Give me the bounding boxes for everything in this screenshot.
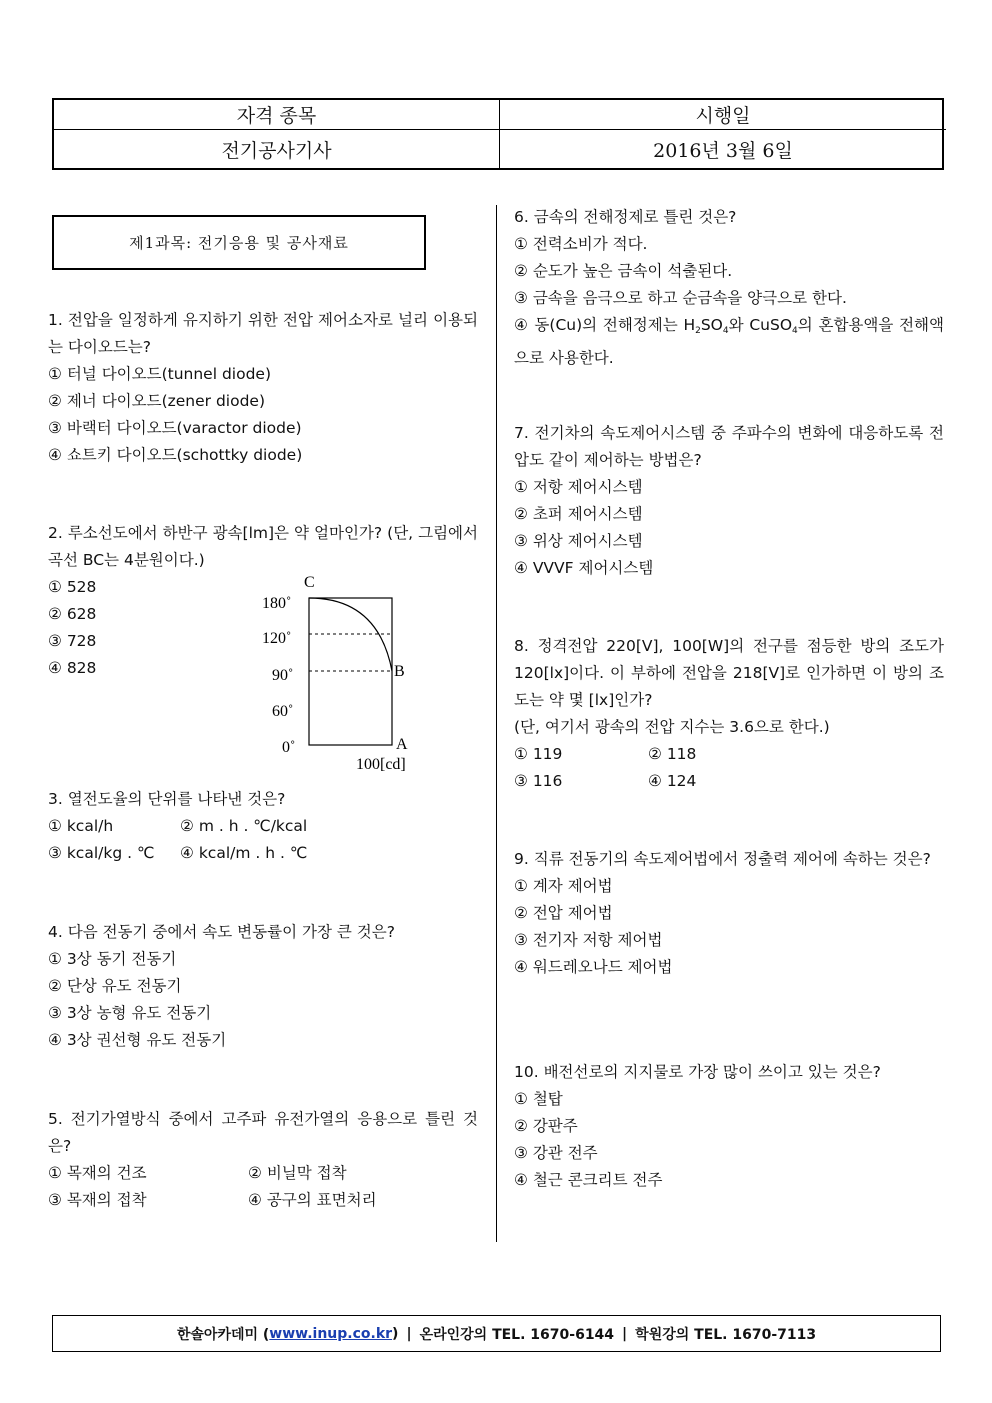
question-stem: 5. 전기가열방식 중에서 고주파 유전가열의 응용으로 틀린 것은? — [48, 1110, 478, 1155]
question-4 — [48, 919, 478, 1054]
header-col1-value: 전기공사기사 — [54, 130, 500, 168]
question-stem: 1. 전압을 일정하게 유지하기 위한 전압 제어소자로 널리 이용되는 다이오드는? — [48, 311, 478, 356]
option: ① 철탑 — [514, 1090, 563, 1108]
header-table — [52, 98, 944, 170]
option: ③ 위상 제어시스템 — [514, 532, 643, 550]
x-label: 100[cd] — [356, 756, 406, 773]
option: ① 전력소비가 적다. — [514, 235, 648, 253]
label-a: A — [396, 736, 408, 753]
option: ③ 목재의 접착 — [48, 1191, 147, 1209]
question-5 — [48, 1106, 478, 1214]
option: ② 비닐막 접착 — [248, 1164, 347, 1182]
column-divider — [496, 205, 497, 1242]
option: ③ 3상 농형 유도 전동기 — [48, 1004, 212, 1022]
option: ④ 3상 권선형 유도 전동기 — [48, 1031, 227, 1049]
footer-url-link[interactable]: www.inup.co.kr — [269, 1325, 393, 1342]
question-1 — [48, 307, 478, 469]
footer-close: ) — [392, 1325, 399, 1342]
option: ③ 전기자 저항 제어법 — [514, 931, 663, 949]
option: ③ 116 — [514, 772, 563, 790]
tick-60: 60˚ — [272, 703, 294, 720]
option: ② 118 — [648, 745, 697, 763]
option: ④ kcal/m . h . ℃ — [180, 844, 308, 862]
question-stem: 3. 열전도율의 단위를 나타낸 것은? — [48, 790, 286, 808]
footer-online: 온라인강의 TEL. 1670-6144 — [419, 1326, 615, 1343]
option: ① 528 — [48, 578, 97, 596]
footer-separator: | — [406, 1325, 412, 1342]
header-col2-label: 시행일 — [500, 100, 946, 130]
option: ② m . h . ℃/kcal — [180, 817, 308, 835]
option: ④ 124 — [648, 772, 697, 790]
tick-90: 90˚ — [272, 667, 294, 684]
option: ② 강판주 — [514, 1117, 578, 1135]
footer-separator: | — [622, 1325, 628, 1342]
question-9 — [514, 846, 944, 981]
footer-offline: 학원강의 TEL. 1670-7113 — [635, 1326, 817, 1343]
option: ③ 금속을 음극으로 하고 순금속을 양극으로 한다. — [514, 289, 847, 307]
tick-180: 180˚ — [262, 595, 292, 612]
option: ① 계자 제어법 — [514, 877, 613, 895]
question-10 — [514, 1059, 944, 1194]
option: ① kcal/h — [48, 817, 114, 835]
option: ④ 동(Cu)의 전해정제는 $H_2SO_4$와 CuSO$_4$의 혼합용액을 전해액으로 사용한다. — [514, 316, 944, 367]
option: ② 단상 유도 전동기 — [48, 977, 182, 995]
header-col2-value: 2016년 3월 6일 — [653, 139, 793, 162]
question-stem: 8. 정격전압 220[V], 100[W]의 전구를 점등한 방의 조도가 120[lx]이다. 이 부하에 전압을 218[V]로 인가하면 이 방의 조도는 약 몇 [lx]인가? — [514, 637, 944, 709]
question-stem: 10. 배전선로의 지지물로 가장 많이 쓰이고 있는 것은? — [514, 1063, 881, 1081]
subject-title: 제1과목: 전기응용 및 공사재료 — [52, 215, 426, 270]
option: ④ 828 — [48, 659, 97, 677]
option: ② 순도가 높은 금속이 석출된다. — [514, 262, 733, 280]
question-stem: 6. 금속의 전해정제로 틀린 것은? — [514, 208, 737, 226]
question-stem: 2. 루소선도에서 하반구 광속[lm]은 약 얼마인가? (단, 그림에서 곡선 BC는 4분원이다.) — [48, 524, 478, 569]
option: ② 초퍼 제어시스템 — [514, 505, 643, 523]
option: ② 전압 제어법 — [514, 904, 613, 922]
option: ② 제너 다이오드(zener diode) — [48, 392, 266, 410]
option: ③ 강관 전주 — [514, 1144, 598, 1162]
option: ③ 바랙터 다이오드(varactor diode) — [48, 419, 302, 437]
tick-0: 0˚ — [282, 739, 296, 756]
question-7 — [514, 420, 944, 582]
question-8 — [514, 633, 944, 795]
option: ① 목재의 건조 — [48, 1164, 147, 1182]
question-note: (단, 여기서 광속의 전압 지수는 3.6으로 한다.) — [514, 718, 830, 736]
option: ① 3상 동기 전동기 — [48, 950, 177, 968]
question-stem: 7. 전기차의 속도제어시스템 중 주파수의 변화에 대응하도록 전압도 같이 제어하는 방법은? — [514, 424, 944, 469]
tick-120: 120˚ — [262, 630, 292, 647]
question-stem: 9. 직류 전동기의 속도제어법에서 정출력 제어에 속하는 것은? — [514, 850, 931, 868]
question-6 — [514, 204, 944, 372]
option: ① 저항 제어시스템 — [514, 478, 643, 496]
footer — [52, 1315, 941, 1352]
footer-academy: 한솔아카데미 ( — [176, 1326, 270, 1343]
option: ② 628 — [48, 605, 97, 623]
question-stem: 4. 다음 전동기 중에서 속도 변동률이 가장 큰 것은? — [48, 923, 395, 941]
option: ④ 쇼트키 다이오드(schottky diode) — [48, 446, 303, 464]
option: ④ 철근 콘크리트 전주 — [514, 1171, 663, 1189]
option: ① 119 — [514, 745, 563, 763]
label-c: C — [304, 574, 315, 591]
option: ③ kcal/kg . ℃ — [48, 844, 155, 862]
label-b: B — [394, 663, 405, 680]
option: ④ 공구의 표면처리 — [248, 1191, 377, 1209]
header-col1-label: 자격 종목 — [54, 100, 500, 130]
option: ④ 워드레오나드 제어법 — [514, 958, 673, 976]
rousseau-diagram — [258, 573, 438, 778]
option: ① 터널 다이오드(tunnel diode) — [48, 365, 272, 383]
option: ④ VVVF 제어시스템 — [514, 559, 654, 577]
option: ③ 728 — [48, 632, 97, 650]
question-3 — [48, 786, 478, 867]
